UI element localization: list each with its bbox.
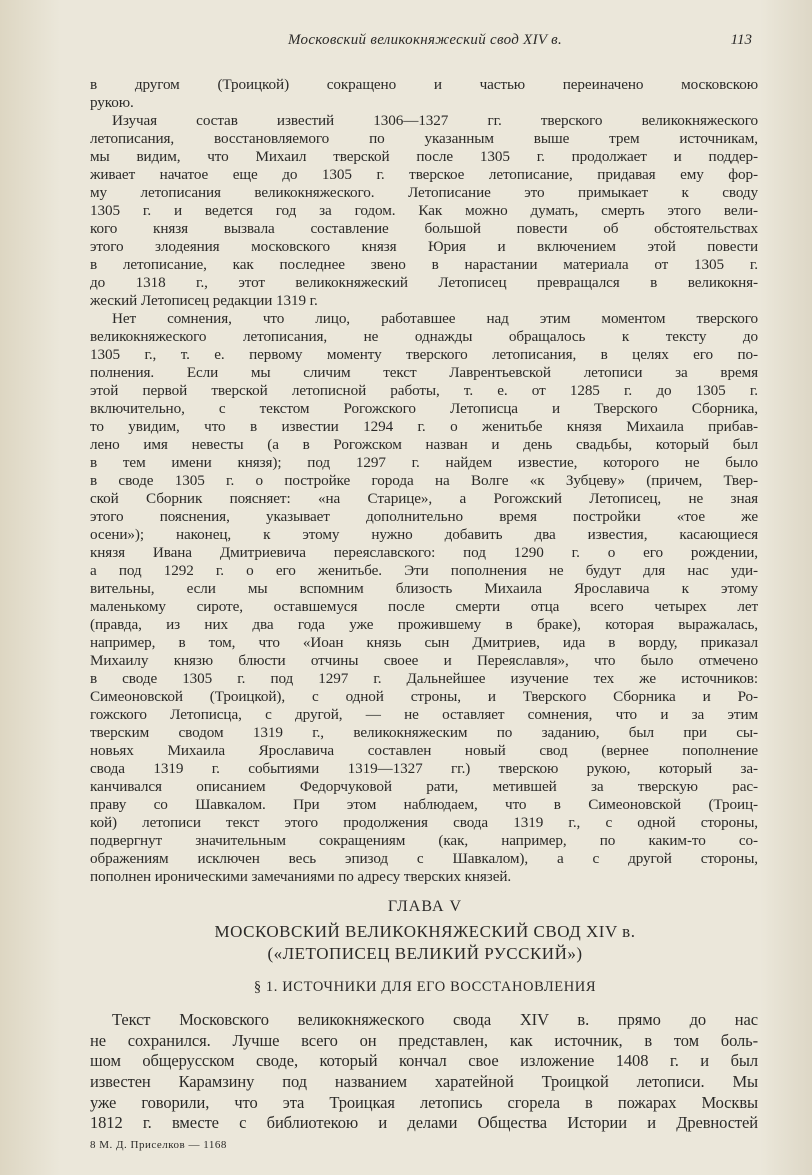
page-number: 113 <box>730 32 752 48</box>
text-line: летописания, восстановляемого по указанным выше трем источникам, <box>90 130 758 147</box>
text-line: в тем имени князя); под 1297 г. найдем известие, которого не было <box>90 454 758 471</box>
text-line: не сохранился. Лучше всего он представлен, как источник, в том боль- <box>90 1030 758 1050</box>
text-line: осени»); наконец, к этому нужно добавить два известия, касающиеся <box>90 526 758 543</box>
text-line: пополнен ироническими замечаниями по адресу тверских князей. <box>90 868 512 885</box>
text-line: му летописания великокняжеского. Летописание это примыкает к своду <box>90 184 758 201</box>
text-line: этого злодеяния московского князя Юрия и включением этой повести <box>90 238 758 255</box>
printer-signature: 8 М. Д. Приселков — 1168 <box>90 1139 227 1151</box>
text-line: тверским сводом 1319 г., великокняжеским по заданию, был при сы- <box>90 724 758 741</box>
text-line: великокняжеского летописания, не однажды обращалось к тексту до <box>90 328 758 345</box>
text-line: праву со Шавкалом. При этом наблюдаем, что в Симеоновской (Троиц- <box>90 796 758 813</box>
chapter-title <box>90 921 760 965</box>
text-line: вительны, если мы вспомним близость Михаила Ярославича к этому <box>90 580 758 597</box>
chapter-title-line-1: МОСКОВСКИЙ ВЕЛИКОКНЯЖЕСКИЙ СВОД XIV в. <box>214 922 636 941</box>
text-line: шом общерусском своде, который кончал свое изложение 1408 г. и был <box>90 1051 758 1071</box>
text-line: рукою. <box>90 94 134 111</box>
text-line: гожского Летописца, с другой, — не оставляет сомнения, что и за этим <box>90 706 758 723</box>
text-line: Симеоновской (Троицкой), с одной строны, и Тверского Сборника и Ро- <box>90 688 758 705</box>
text-line: в другом (Троицкой) сокращено и частью переиначено московскою <box>90 76 758 93</box>
text-line: свода 1319 г. событиями 1319—1327 гг.) тверскою рукою, который за- <box>90 760 758 777</box>
text-line: включительно, с текстом Рогожского Летописца и Тверского Сборника, <box>90 400 758 417</box>
text-line: жеский Летописец редакции 1319 г. <box>90 292 318 309</box>
text-line: канчивался описанием Федорчуковой рати, метившей за тверскую рас- <box>90 778 758 795</box>
chapter-title-line-2: («ЛЕТОПИСЕЦ ВЕЛИКИЙ РУССКИЙ») <box>267 944 583 963</box>
text-line: 1305 г., т. е. первому моменту тверского летописания, в целях его по- <box>90 346 758 363</box>
text-line: в своде 1305 г. под 1297 г. Дальнейшее изучение тех же источников: <box>90 670 758 687</box>
text-line: Текст Московского великокняжеского свода XIV в. прямо до нас <box>112 1010 758 1029</box>
body-text-section-1 <box>90 76 758 886</box>
text-line: а под 1292 г. о его женитьбе. Эти пополнения не будут для нас уди- <box>90 562 758 579</box>
text-line: 1305 г. и ведется год за годом. Как можно думать, смерть этого вели- <box>90 202 758 219</box>
text-line: известен Карамзину под названием харатейной Троицкой летописи. Мы <box>90 1072 758 1092</box>
body-text-section-2 <box>90 1010 758 1134</box>
text-line: мы видим, что Михаил тверской после 1305 г. продолжает и поддер- <box>90 148 758 165</box>
text-line: князя Ивана Дмитриевича переяславского: под 1290 г. о его рождении, <box>90 544 758 561</box>
text-line: этой первой тверской летописной работы, т. е. от 1285 г. до 1305 г. <box>90 382 758 399</box>
text-line: Нет сомнения, что лицо, работавшее над этим моментом тверского <box>112 310 758 327</box>
text-line: живает начатое еще до 1305 г. тверское летописание, придавая ему фор- <box>90 166 758 183</box>
text-line: ображениям исключен весь эпизод с Шавкалом), а с другой стороны, <box>90 850 758 867</box>
chapter-label: ГЛАВА V <box>387 898 463 915</box>
text-line: кой) летописи текст этого продолжения свода 1319 г., с одной стороны, <box>90 814 758 831</box>
text-line: в летописание, как последнее звено в нарастании материала от 1305 г. <box>90 256 758 273</box>
text-line: подвергнут значительным сокращениям (как, например, по каким-то со- <box>90 832 758 849</box>
section-heading: § 1. ИСТОЧНИКИ ДЛЯ ЕГО ВОССТАНОВЛЕНИЯ <box>253 979 597 995</box>
text-line: маленькому сироте, оставшемуся после смерти отца всего четырех лет <box>90 598 758 615</box>
text-line: в своде 1305 г. о постройке города на Волге «к Зубцеву» (причем, Твер- <box>90 472 758 489</box>
text-line: 1812 г. вместе с библиотекою и делами Общества Истории и Древностей <box>90 1113 758 1133</box>
text-line: этого пояснения, указывает дополнительно время постройки «тое же <box>90 508 758 525</box>
text-line: полнения. Если мы сличим текст Лаврентьевской летописи за время <box>90 364 758 381</box>
text-line: кого князя вызвала составление большой повести об обстоятельствах <box>90 220 758 237</box>
running-title: Московский великокняжеский свод XIV в. <box>287 32 563 48</box>
text-line: ской Сборник поясняет: «на Старице», а Рогожский Летописец, не зная <box>90 490 758 507</box>
text-line: то увидим, что в известии 1294 г. о женитьбе князя Михаила прибав- <box>90 418 758 435</box>
text-line: лено имя невесты (а в Рогожском назван и день свадьбы, который был <box>90 436 758 453</box>
text-line: Изучая состав известий 1306—1327 гг. тверского великокняжеского <box>112 112 758 129</box>
text-line: например, в том, что «Иоан князь сын Дмитриев, ида в ворду, приказал <box>90 634 758 651</box>
text-line: новьях Михаила Ярославича составлен новый свод (вернее пополнение <box>90 742 758 759</box>
text-line: уже говорили, что эта Троицкая летопись сгорела в пожарах Москвы <box>90 1092 758 1112</box>
text-line: до 1318 г., этот великокняжеский Летописец превращался в великокня- <box>90 274 758 291</box>
text-line: (правда, из них два года уже прожившему в браке), которая выражалась, <box>90 616 758 633</box>
running-header <box>90 32 760 52</box>
text-line: Михаилу князю блюсти отчины своее и Переяславля», что было отмечено <box>90 652 758 669</box>
